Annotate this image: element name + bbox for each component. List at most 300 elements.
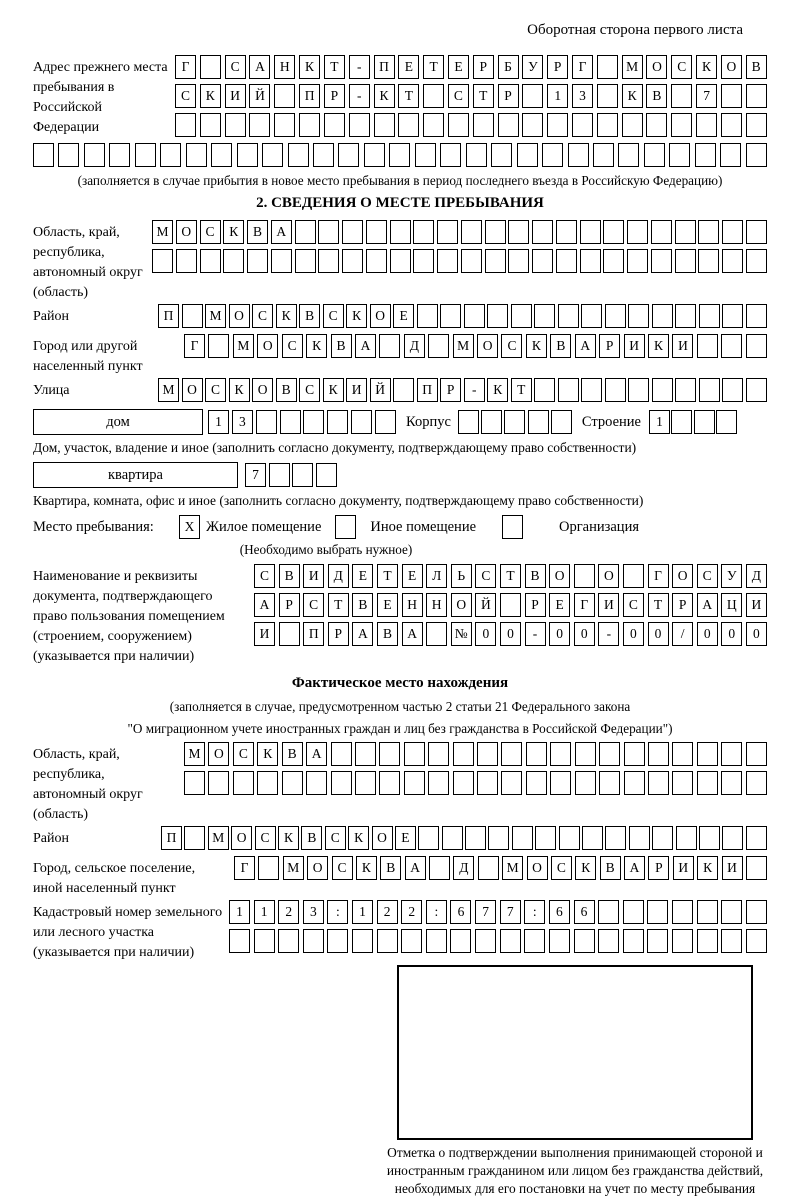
char-box[interactable] (208, 771, 229, 795)
char-box[interactable] (526, 771, 547, 795)
char-box[interactable]: Р (473, 55, 494, 79)
char-box[interactable]: А (249, 55, 270, 79)
char-box[interactable]: - (349, 84, 370, 108)
char-box[interactable]: В (247, 220, 268, 244)
char-box[interactable] (269, 463, 290, 487)
char-box[interactable]: Т (511, 378, 532, 402)
char-box[interactable] (211, 143, 232, 167)
char-box[interactable] (379, 742, 400, 766)
char-box[interactable] (672, 900, 693, 924)
char-box[interactable] (429, 856, 450, 880)
char-box[interactable]: С (303, 593, 324, 617)
char-box[interactable]: С (282, 334, 303, 358)
char-box[interactable] (722, 304, 743, 328)
char-box[interactable]: Р (279, 593, 300, 617)
char-box[interactable] (559, 826, 580, 850)
char-box[interactable]: И (225, 84, 246, 108)
char-box[interactable] (697, 900, 718, 924)
char-box[interactable]: П (374, 55, 395, 79)
char-box[interactable] (229, 929, 250, 953)
char-box[interactable]: Г (572, 55, 593, 79)
char-box[interactable]: А (402, 622, 423, 646)
char-box[interactable] (722, 826, 743, 850)
char-box[interactable]: Д (328, 564, 349, 588)
char-box[interactable] (208, 334, 229, 358)
char-box[interactable]: О (527, 856, 548, 880)
char-box[interactable]: П (299, 84, 320, 108)
char-box[interactable]: К (526, 334, 547, 358)
char-box[interactable]: К (348, 826, 369, 850)
char-box[interactable]: В (352, 593, 373, 617)
char-box[interactable]: 2 (278, 900, 299, 924)
char-box[interactable] (225, 113, 246, 137)
char-box[interactable] (331, 742, 352, 766)
char-box[interactable] (58, 143, 79, 167)
char-box[interactable] (575, 742, 596, 766)
char-box[interactable]: О (370, 304, 391, 328)
char-box[interactable] (352, 929, 373, 953)
char-box[interactable] (697, 771, 718, 795)
char-box[interactable]: К (622, 84, 643, 108)
char-box[interactable]: : (327, 900, 348, 924)
char-box[interactable]: : (524, 900, 545, 924)
char-box[interactable]: 0 (721, 622, 742, 646)
char-box[interactable]: М (208, 826, 229, 850)
char-box[interactable]: С (175, 84, 196, 108)
char-box[interactable] (721, 900, 742, 924)
char-box[interactable]: О (451, 593, 472, 617)
char-box[interactable] (517, 143, 538, 167)
char-box[interactable]: С (255, 826, 276, 850)
char-box[interactable] (292, 463, 313, 487)
char-box[interactable]: С (697, 564, 718, 588)
char-box[interactable]: А (575, 334, 596, 358)
char-box[interactable] (152, 249, 173, 273)
char-box[interactable]: М (205, 304, 226, 328)
char-box[interactable] (415, 143, 436, 167)
char-box[interactable] (280, 410, 301, 434)
char-box[interactable] (627, 220, 648, 244)
char-box[interactable]: Т (648, 593, 669, 617)
char-box[interactable] (262, 143, 283, 167)
char-box[interactable]: Р (498, 84, 519, 108)
char-box[interactable]: М (184, 742, 205, 766)
char-box[interactable]: Б (498, 55, 519, 79)
char-box[interactable] (453, 771, 474, 795)
char-box[interactable] (249, 113, 270, 137)
char-box[interactable] (450, 929, 471, 953)
char-box[interactable]: В (550, 334, 571, 358)
char-box[interactable] (721, 929, 742, 953)
char-box[interactable]: М (622, 55, 643, 79)
char-box[interactable]: М (453, 334, 474, 358)
char-box[interactable]: К (487, 378, 508, 402)
char-box[interactable] (501, 771, 522, 795)
char-box[interactable] (558, 304, 579, 328)
char-box[interactable] (672, 771, 693, 795)
char-box[interactable] (295, 220, 316, 244)
char-box[interactable] (581, 378, 602, 402)
char-box[interactable] (746, 304, 767, 328)
char-box[interactable] (491, 143, 512, 167)
char-box[interactable] (417, 304, 438, 328)
char-box[interactable] (428, 742, 449, 766)
char-box[interactable]: Е (377, 593, 398, 617)
char-box[interactable]: Р (324, 84, 345, 108)
char-box[interactable] (324, 113, 345, 137)
char-box[interactable] (647, 900, 668, 924)
char-box[interactable]: Й (370, 378, 391, 402)
char-box[interactable]: Р (648, 856, 669, 880)
char-box[interactable] (699, 826, 720, 850)
char-box[interactable] (448, 113, 469, 137)
char-box[interactable]: И (672, 334, 693, 358)
char-box[interactable]: К (200, 84, 221, 108)
char-box[interactable] (746, 113, 767, 137)
char-box[interactable]: К (323, 378, 344, 402)
char-box[interactable]: 2 (377, 900, 398, 924)
char-box[interactable] (547, 113, 568, 137)
char-box[interactable] (327, 929, 348, 953)
char-box[interactable]: Т (328, 593, 349, 617)
char-box[interactable]: П (161, 826, 182, 850)
char-box[interactable] (437, 249, 458, 273)
char-box[interactable] (374, 113, 395, 137)
char-box[interactable] (303, 410, 324, 434)
char-box[interactable] (366, 249, 387, 273)
char-box[interactable]: К (575, 856, 596, 880)
char-box[interactable] (722, 249, 743, 273)
char-box[interactable] (184, 771, 205, 795)
char-box[interactable] (623, 900, 644, 924)
char-box[interactable]: Т (473, 84, 494, 108)
char-box[interactable] (675, 249, 696, 273)
char-box[interactable] (508, 249, 529, 273)
char-box[interactable] (366, 220, 387, 244)
char-box[interactable] (184, 826, 205, 850)
char-box[interactable] (501, 742, 522, 766)
char-box[interactable]: М (502, 856, 523, 880)
char-box[interactable] (671, 113, 692, 137)
char-box[interactable] (593, 143, 614, 167)
char-box[interactable] (722, 220, 743, 244)
char-box[interactable] (722, 378, 743, 402)
char-box[interactable] (418, 826, 439, 850)
char-box[interactable]: С (501, 334, 522, 358)
char-box[interactable]: М (283, 856, 304, 880)
char-box[interactable] (511, 304, 532, 328)
char-box[interactable] (473, 113, 494, 137)
char-box[interactable] (498, 113, 519, 137)
char-box[interactable] (672, 742, 693, 766)
char-box[interactable]: Г (234, 856, 255, 880)
char-box[interactable]: 0 (746, 622, 767, 646)
char-box[interactable] (675, 220, 696, 244)
char-box[interactable] (390, 249, 411, 273)
char-box[interactable]: Г (574, 593, 595, 617)
char-box[interactable] (698, 249, 719, 273)
char-box[interactable]: - (349, 55, 370, 79)
char-box[interactable]: С (448, 84, 469, 108)
char-box[interactable]: В (746, 55, 767, 79)
char-box[interactable]: О (372, 826, 393, 850)
char-box[interactable] (485, 249, 506, 273)
char-box[interactable]: - (598, 622, 619, 646)
char-box[interactable]: У (522, 55, 543, 79)
char-box[interactable] (721, 771, 742, 795)
char-box[interactable]: А (271, 220, 292, 244)
char-box[interactable] (542, 143, 563, 167)
char-box[interactable]: Е (448, 55, 469, 79)
char-box[interactable]: О (231, 826, 252, 850)
char-box[interactable]: 2 (401, 900, 422, 924)
char-box[interactable] (695, 143, 716, 167)
char-box[interactable] (556, 220, 577, 244)
char-box[interactable]: - (464, 378, 485, 402)
char-box[interactable]: 1 (254, 900, 275, 924)
char-box[interactable]: 3 (303, 900, 324, 924)
char-box[interactable]: Т (423, 55, 444, 79)
char-box[interactable]: К (696, 55, 717, 79)
char-box[interactable] (508, 220, 529, 244)
char-box[interactable] (306, 771, 327, 795)
char-box[interactable] (580, 249, 601, 273)
char-box[interactable] (556, 249, 577, 273)
char-box[interactable] (648, 742, 669, 766)
char-box[interactable]: С (233, 742, 254, 766)
char-box[interactable] (331, 771, 352, 795)
char-box[interactable]: О (646, 55, 667, 79)
char-box[interactable] (623, 564, 644, 588)
char-box[interactable] (299, 113, 320, 137)
char-box[interactable]: 0 (697, 622, 718, 646)
char-box[interactable] (532, 249, 553, 273)
char-box[interactable]: 7 (500, 900, 521, 924)
char-box[interactable] (351, 410, 372, 434)
char-box[interactable] (624, 742, 645, 766)
char-box[interactable] (278, 929, 299, 953)
char-box[interactable] (512, 826, 533, 850)
char-box[interactable] (182, 304, 203, 328)
char-box[interactable] (672, 929, 693, 953)
char-box[interactable]: О (229, 304, 250, 328)
checkbox-organization[interactable] (502, 515, 523, 539)
char-box[interactable] (274, 113, 295, 137)
char-box[interactable] (478, 856, 499, 880)
char-box[interactable]: 1 (352, 900, 373, 924)
char-box[interactable] (746, 84, 767, 108)
char-box[interactable]: 0 (574, 622, 595, 646)
char-box[interactable] (458, 410, 479, 434)
char-box[interactable] (550, 742, 571, 766)
char-box[interactable]: А (405, 856, 426, 880)
char-box[interactable] (428, 771, 449, 795)
char-box[interactable] (671, 84, 692, 108)
char-box[interactable] (461, 249, 482, 273)
char-box[interactable] (558, 378, 579, 402)
char-box[interactable] (318, 220, 339, 244)
char-box[interactable]: А (624, 856, 645, 880)
char-box[interactable] (500, 929, 521, 953)
char-box[interactable] (651, 220, 672, 244)
char-box[interactable] (84, 143, 105, 167)
char-box[interactable] (697, 742, 718, 766)
char-box[interactable] (160, 143, 181, 167)
char-box[interactable] (223, 249, 244, 273)
char-box[interactable] (379, 771, 400, 795)
char-box[interactable]: А (355, 334, 376, 358)
char-box[interactable]: В (276, 378, 297, 402)
char-box[interactable] (532, 220, 553, 244)
char-box[interactable] (697, 334, 718, 358)
char-box[interactable] (254, 929, 275, 953)
char-box[interactable] (426, 622, 447, 646)
char-box[interactable] (247, 249, 268, 273)
char-box[interactable]: О (307, 856, 328, 880)
char-box[interactable]: К (356, 856, 377, 880)
char-box[interactable] (572, 113, 593, 137)
checkbox-other-premises[interactable] (335, 515, 356, 539)
char-box[interactable] (581, 304, 602, 328)
char-box[interactable]: Р (672, 593, 693, 617)
char-box[interactable]: 0 (500, 622, 521, 646)
char-box[interactable] (598, 900, 619, 924)
char-box[interactable] (279, 622, 300, 646)
house-type-box[interactable]: дом (33, 409, 203, 435)
char-box[interactable] (109, 143, 130, 167)
char-box[interactable]: / (672, 622, 693, 646)
char-box[interactable]: Ь (451, 564, 472, 588)
char-box[interactable]: Д (453, 856, 474, 880)
char-box[interactable] (694, 410, 715, 434)
char-box[interactable]: Р (599, 334, 620, 358)
char-box[interactable]: Т (377, 564, 398, 588)
char-box[interactable]: В (600, 856, 621, 880)
char-box[interactable]: В (282, 742, 303, 766)
char-box[interactable] (257, 771, 278, 795)
char-box[interactable]: О (598, 564, 619, 588)
char-box[interactable]: № (451, 622, 472, 646)
char-box[interactable] (295, 249, 316, 273)
char-box[interactable] (487, 304, 508, 328)
char-box[interactable] (442, 826, 463, 850)
char-box[interactable] (423, 84, 444, 108)
char-box[interactable]: 7 (245, 463, 266, 487)
char-box[interactable]: Н (274, 55, 295, 79)
char-box[interactable]: : (426, 900, 447, 924)
char-box[interactable]: С (205, 378, 226, 402)
char-box[interactable] (355, 771, 376, 795)
char-box[interactable]: С (254, 564, 275, 588)
char-box[interactable] (652, 826, 673, 850)
char-box[interactable] (746, 929, 767, 953)
char-box[interactable] (504, 410, 525, 434)
char-box[interactable] (550, 771, 571, 795)
char-box[interactable] (274, 84, 295, 108)
char-box[interactable]: П (303, 622, 324, 646)
char-box[interactable] (697, 929, 718, 953)
char-box[interactable]: Л (426, 564, 447, 588)
char-box[interactable] (623, 929, 644, 953)
char-box[interactable] (288, 143, 309, 167)
char-box[interactable] (342, 220, 363, 244)
char-box[interactable]: С (325, 826, 346, 850)
char-box[interactable]: 7 (696, 84, 717, 108)
char-box[interactable]: О (182, 378, 203, 402)
char-box[interactable]: О (549, 564, 570, 588)
char-box[interactable]: У (721, 564, 742, 588)
char-box[interactable] (574, 929, 595, 953)
char-box[interactable] (671, 410, 692, 434)
char-box[interactable]: С (200, 220, 221, 244)
char-box[interactable]: Е (393, 304, 414, 328)
char-box[interactable]: Е (352, 564, 373, 588)
char-box[interactable]: Д (746, 564, 767, 588)
char-box[interactable]: Е (395, 826, 416, 850)
char-box[interactable] (746, 742, 767, 766)
char-box[interactable] (477, 771, 498, 795)
char-box[interactable]: 1 (229, 900, 250, 924)
char-box[interactable]: С (475, 564, 496, 588)
char-box[interactable]: 1 (547, 84, 568, 108)
char-box[interactable] (644, 143, 665, 167)
char-box[interactable]: Е (402, 564, 423, 588)
char-box[interactable]: М (152, 220, 173, 244)
char-box[interactable] (597, 84, 618, 108)
char-box[interactable] (327, 410, 348, 434)
char-box[interactable] (647, 929, 668, 953)
char-box[interactable]: К (648, 334, 669, 358)
char-box[interactable] (568, 143, 589, 167)
char-box[interactable] (461, 220, 482, 244)
char-box[interactable]: И (722, 856, 743, 880)
char-box[interactable]: Н (402, 593, 423, 617)
char-box[interactable] (652, 378, 673, 402)
char-box[interactable]: Е (398, 55, 419, 79)
char-box[interactable] (33, 143, 54, 167)
char-box[interactable]: Е (549, 593, 570, 617)
char-box[interactable]: О (672, 564, 693, 588)
char-box[interactable] (721, 742, 742, 766)
char-box[interactable] (258, 856, 279, 880)
char-box[interactable] (375, 410, 396, 434)
char-box[interactable]: М (233, 334, 254, 358)
char-box[interactable] (426, 929, 447, 953)
char-box[interactable] (628, 304, 649, 328)
char-box[interactable] (413, 220, 434, 244)
char-box[interactable] (200, 55, 221, 79)
char-box[interactable]: Р (328, 622, 349, 646)
char-box[interactable] (597, 113, 618, 137)
char-box[interactable]: 6 (549, 900, 570, 924)
char-box[interactable] (465, 826, 486, 850)
char-box[interactable]: В (299, 304, 320, 328)
char-box[interactable] (605, 826, 626, 850)
char-box[interactable]: Д (404, 334, 425, 358)
char-box[interactable] (393, 378, 414, 402)
char-box[interactable] (522, 113, 543, 137)
char-box[interactable]: В (380, 856, 401, 880)
char-box[interactable] (413, 249, 434, 273)
char-box[interactable] (466, 143, 487, 167)
char-box[interactable]: О (208, 742, 229, 766)
char-box[interactable]: К (229, 378, 250, 402)
char-box[interactable] (582, 826, 603, 850)
char-box[interactable]: В (301, 826, 322, 850)
char-box[interactable] (676, 826, 697, 850)
char-box[interactable]: 6 (450, 900, 471, 924)
char-box[interactable] (233, 771, 254, 795)
